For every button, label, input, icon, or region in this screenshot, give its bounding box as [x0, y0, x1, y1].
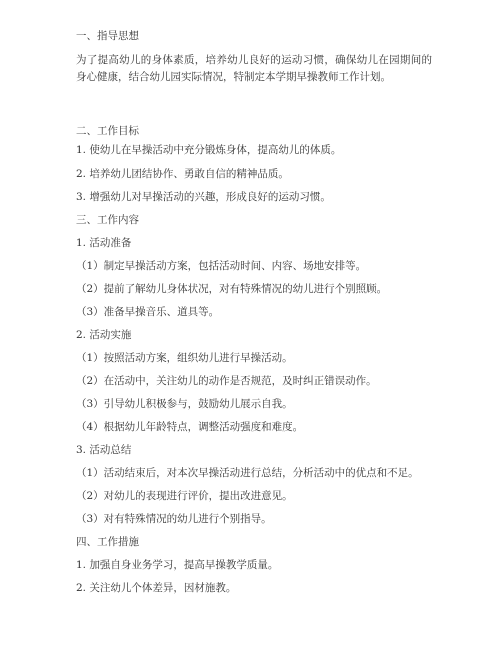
implementation-item: （4）根据幼儿年龄特点，调整活动强度和难度。 — [76, 421, 304, 433]
goal-item: 2. 培养幼儿团结协作、勇敢自信的精神品质。 — [76, 168, 289, 180]
preparation-item: （3）准备早操音乐、道具等。 — [76, 306, 220, 318]
subsection-title-summary: 3. 活动总结 — [76, 444, 132, 456]
section-heading-work-content: 三、工作内容 — [76, 214, 139, 226]
implementation-item: （3）引导幼儿积极参与，鼓励幼儿展示自我。 — [76, 398, 293, 410]
goal-item: 3. 增强幼儿对早操活动的兴趣，形成良好的运动习惯。 — [76, 191, 331, 203]
section-heading-work-goals: 二、工作目标 — [76, 125, 139, 137]
preparation-item: （2）提前了解幼儿身体状况，对有特殊情况的幼儿进行个别照顾。 — [76, 283, 388, 295]
summary-item: （3）对有特殊情况的幼儿进行个别指导。 — [76, 513, 272, 525]
section-heading-work-measures: 四、工作措施 — [76, 536, 139, 548]
measure-item: 2. 关注幼儿个体差异，因材施教。 — [76, 582, 237, 594]
preparation-item: （1）制定早操活动方案，包括活动时间、内容、场地安排等。 — [76, 260, 367, 272]
implementation-item: （1）按照活动方案，组织幼儿进行早操活动。 — [76, 352, 293, 364]
paragraph-guiding-ideology: 为了提高幼儿的身体素质，培养幼儿良好的运动习惯，确保幼儿在园期间的身心健康，结合幼儿园实际情况，特制定本学期早操教师工作计划。 — [76, 54, 432, 83]
subsection-title-implementation: 2. 活动实施 — [76, 329, 132, 341]
measure-item: 1. 加强自身业务学习，提高早操教学质量。 — [76, 559, 279, 571]
subsection-title-preparation: 1. 活动准备 — [76, 237, 132, 249]
section-heading-guiding-ideology: 一、指导思想 — [76, 30, 139, 42]
implementation-item: （2）在活动中，关注幼儿的动作是否规范，及时纠正错误动作。 — [76, 375, 377, 387]
summary-item: （2）对幼儿的表现进行评价，提出改进意见。 — [76, 490, 293, 502]
summary-item: （1）活动结束后，对本次早操活动进行总结，分析活动中的优点和不足。 — [76, 467, 419, 479]
goal-item: 1. 使幼儿在早操活动中充分锻炼身体，提高幼儿的体质。 — [76, 144, 342, 156]
